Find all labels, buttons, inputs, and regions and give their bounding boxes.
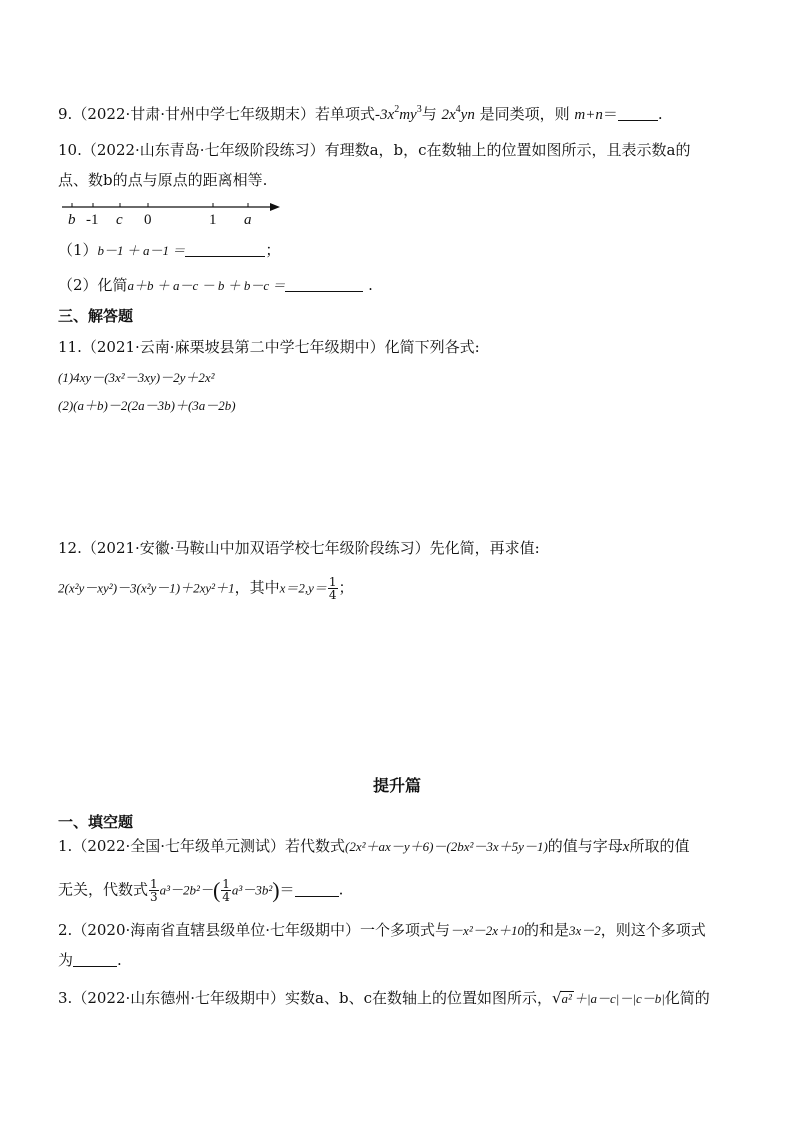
math-values: x＝2,y＝: [279, 580, 327, 596]
period: .: [117, 951, 122, 969]
question-text: 与: [421, 105, 437, 123]
semicolon: ；: [338, 578, 354, 597]
paren-open: (: [212, 877, 221, 903]
question-text: 所取的值: [629, 837, 690, 855]
question-source: （2022·甘肃·甘州中学七年级期末）: [72, 105, 316, 123]
question-source: （2021·安徽·马鞍山中加双语学校七年级阶段练习）: [81, 539, 430, 557]
question-source: （2020·海南省直辖县级单位·七年级期中）: [72, 921, 361, 939]
question-text: 的值与字母: [547, 837, 623, 855]
question-number: 12.: [58, 539, 82, 557]
question-number: 1.: [58, 837, 73, 855]
question-number: 2.: [58, 921, 73, 939]
answer-blank[interactable]: [618, 106, 658, 121]
problem-3-line1: [58, 988, 710, 1009]
answer-blank[interactable]: [73, 952, 117, 967]
question-source: （2022·全国·七年级单元测试）: [72, 837, 286, 855]
mono1-base: -3x: [375, 107, 395, 123]
fraction-denominator: 4: [222, 890, 230, 904]
fraction-denominator: 4: [328, 588, 337, 602]
question-text: 的和是: [524, 921, 570, 939]
equals-sign: ＝: [279, 880, 295, 899]
question-10-line1: [58, 140, 690, 160]
equals-sign: ＝: [602, 105, 618, 123]
label-a: a: [244, 212, 252, 228]
abs-expression: b－1 ＋ a－1 ＝: [97, 243, 186, 258]
mono1-mid: my: [399, 107, 417, 123]
sqrt-sign: √: [551, 989, 562, 1007]
question-12: [58, 538, 540, 558]
math-expr: 3x－2: [569, 923, 601, 938]
question-text: 一个多项式与: [360, 921, 451, 939]
question-text: 化简下列各式:: [384, 338, 480, 356]
fraction: [149, 878, 159, 903]
question-text: 是同类项，则: [479, 105, 570, 123]
fraction-numerator: 1: [328, 575, 337, 589]
question-text: 先化简，再求值:: [429, 539, 540, 557]
question-10-part1: [58, 240, 280, 261]
expression-1: (1)4xy－(3x²－3xy)－2y＋2x²: [58, 370, 215, 385]
question-number: 11.: [58, 338, 82, 356]
label-c: c: [116, 212, 123, 228]
period: .: [368, 276, 373, 294]
question-text: ，其中: [234, 578, 280, 597]
fraction-denominator: 3: [150, 890, 158, 904]
math-expr: －x²－2x＋10: [450, 923, 524, 938]
question-number: 3.: [58, 989, 73, 1007]
question-source: （2022·山东青岛·七年级阶段练习）: [81, 141, 325, 159]
math-expr: m+n: [574, 107, 603, 123]
sqrt-radicand: a²: [561, 991, 572, 1006]
mono1-exp2: 3: [416, 104, 422, 115]
question-text: 点、数b的点与原点的距离相等.: [58, 171, 268, 189]
answer-blank[interactable]: [295, 882, 339, 897]
answer-blank[interactable]: [285, 277, 363, 292]
question-9: [58, 100, 663, 125]
problem-1-line1: [58, 836, 689, 857]
part-label: （2）化简: [58, 276, 128, 294]
mono1-exp1: 2: [394, 104, 400, 115]
question-text: 实数a、b、c在数轴上的位置如图所示，: [285, 989, 552, 1007]
mono2-n: n: [467, 107, 475, 123]
label-0: 0: [144, 212, 152, 228]
question-12-expression: [58, 576, 354, 601]
semicolon: ；: [265, 241, 281, 259]
problem-2-line2: [58, 950, 122, 970]
math-expr: a³－2b²－: [159, 882, 213, 898]
fraction-numerator: 1: [150, 877, 158, 891]
question-number: 9.: [58, 105, 73, 123]
problem-1-line2: [58, 878, 343, 903]
section-title: 提升篇: [372, 776, 421, 795]
question-10-part2: [58, 275, 373, 296]
math-expr: (2x²＋ax－y＋6)－(2bx²－3x＋5y－1): [345, 839, 548, 854]
math-expr: a³－3b²: [231, 882, 273, 898]
question-text: 化简的: [664, 989, 710, 1007]
fraction-numerator: 1: [222, 877, 230, 891]
label-b: b: [68, 212, 76, 228]
number-line: [58, 198, 288, 228]
period: .: [657, 105, 663, 123]
question-source: （2022·山东德州·七年级期中）: [72, 989, 286, 1007]
label-minus1: -1: [86, 212, 99, 228]
expression-2: (2)(a＋b)－2(2a－3b)＋(3a－2b): [58, 398, 236, 413]
variable: x: [622, 839, 630, 855]
question-number: 10.: [58, 141, 82, 159]
question-source: （2021·云南·麻栗坡县第二中学七年级期中）: [81, 338, 385, 356]
question-text: 若代数式: [285, 837, 346, 855]
label-1: 1: [209, 212, 217, 228]
part-label: （1）: [58, 241, 98, 259]
question-text: 若单项式: [315, 105, 376, 123]
problem-2-line1: [58, 920, 706, 941]
mono2-base: 2x: [441, 107, 456, 123]
math-expr: 2(x²y－xy²)－3(x²y－1)＋2xy²＋1: [58, 580, 235, 596]
paren-close: ): [272, 877, 280, 903]
question-text: 无关，代数式: [58, 880, 149, 899]
question-11: [58, 337, 480, 357]
axis-arrow-icon: [270, 203, 280, 211]
question-10-line2: [58, 170, 267, 190]
mono2-exp: 4: [455, 104, 461, 115]
fraction: [221, 878, 231, 903]
section-heading: 一、填空题: [58, 813, 134, 831]
question-text: ，则这个多项式: [600, 921, 706, 939]
period: .: [338, 880, 344, 899]
mono2-tail: y: [460, 107, 468, 123]
monomial-1: [375, 104, 422, 123]
monomial-2: [441, 104, 475, 123]
math-expr: ＋|a－c|－|c－b|: [573, 991, 665, 1006]
section-heading: 三、解答题: [58, 307, 134, 325]
fraction: [328, 576, 338, 601]
answer-blank[interactable]: [185, 242, 265, 257]
abs-expression: a＋b ＋ a－c － b ＋ b－c ＝: [127, 278, 286, 293]
question-text: 有理数a，b，c在数轴上的位置如图所示，且表示数a的: [324, 141, 691, 159]
question-text: 为: [58, 951, 74, 969]
